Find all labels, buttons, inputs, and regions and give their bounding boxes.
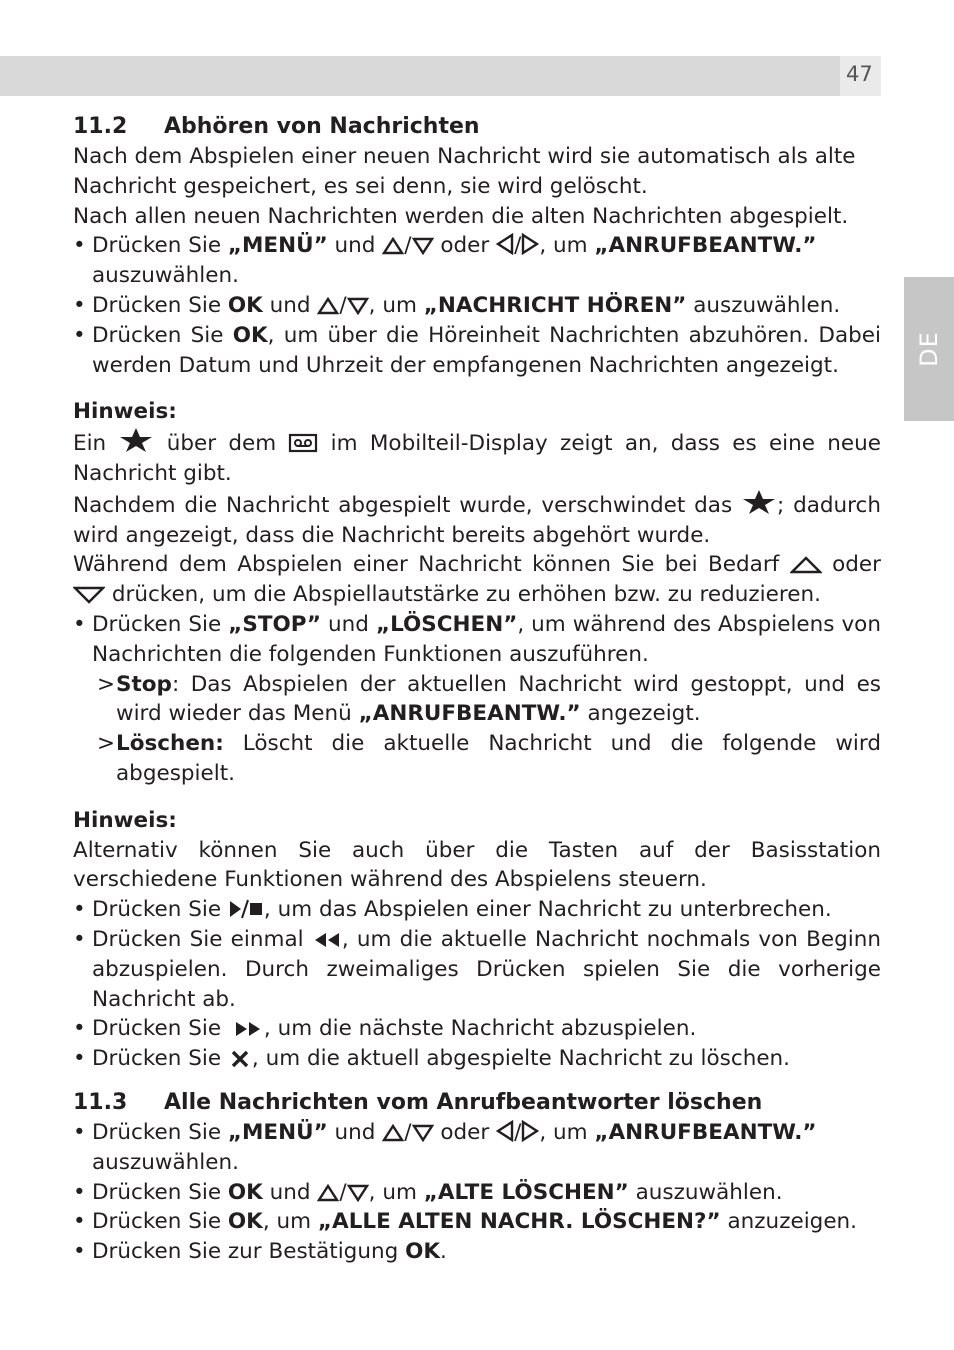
paragraph: Nach dem Abspielen einer neuen Nachricht wird sie automatisch als alte Nachricht gespeichert, es sei denn, sie wird gelöscht. — [73, 144, 856, 199]
right-triangle-icon — [521, 233, 539, 255]
list-item: • Drücken Sie „STOP” und „LÖSCHEN”, um während des Abspielens von Nachrichten die folgenden Funktionen auszuführen. — [73, 611, 881, 667]
paragraph: Während dem Abspielen einer Nachricht können Sie bei Bedarf oder drücken, um die Abspiellautstärke zu erhöhen bzw. zu reduzieren. — [73, 552, 881, 608]
cassette-icon — [288, 433, 318, 453]
bullet-dot: • — [73, 322, 86, 348]
bullet-dot: • — [73, 233, 86, 259]
list-item: • Drücken Sie zur Bestätigung OK. — [73, 1237, 881, 1267]
paragraph: Ein über dem im Mobilteil-Display zeigt an, dass es eine neue Nachricht gibt. — [73, 427, 881, 489]
right-triangle-icon — [521, 1120, 539, 1142]
down-triangle-icon — [347, 297, 369, 315]
section-number: 11.2 — [73, 114, 128, 139]
bullet-dot: • — [73, 1179, 86, 1205]
paragraph: Alternativ können Sie auch über die Tasten auf der Basisstation verschiedene Funktionen während des Abspielens steuern. — [73, 837, 881, 893]
bullet-dot: • — [73, 1119, 86, 1145]
left-triangle-icon — [496, 233, 514, 255]
bullet-dot: • — [73, 926, 86, 952]
paragraph: Nachdem die Nachricht abgespielt wurde, verschwindet das ; dadurch wird angezeigt, dass die Nachricht bereits abgehört wurde. — [73, 489, 881, 551]
page-content — [73, 112, 881, 1267]
up-triangle-icon — [317, 1184, 339, 1202]
section-title: Alle Nachrichten vom Anrufbeantworter löschen — [164, 1089, 763, 1115]
sub-marker: > — [97, 731, 116, 757]
list-item: • Drücken Sie OK, um über die Höreinheit Nachrichten abzuhören. Dabei werden Datum und Uhrzeit der empfangenen Nachrichten angezeigt. — [73, 322, 881, 378]
list-item: • Drücken Sie , um die aktuell abgespielte Nachricht zu löschen. — [73, 1044, 881, 1074]
star-icon — [118, 427, 154, 453]
list-item: • Drücken Sie „MENÜ” und / oder / , um „ANRUFBEANTW.” auszuwählen. — [73, 233, 817, 289]
sub-marker: > — [97, 671, 116, 697]
bullet-dot: • — [73, 1239, 86, 1265]
fast-forward-icon — [228, 1020, 264, 1038]
list-item: • Drücken Sie „MENÜ” und / oder / , um „ANRUFBEANTW.” auszuwählen. — [73, 1119, 817, 1175]
up-triangle-icon — [317, 297, 339, 315]
list-item: • Drücken Sie einmal , um die aktuelle Nachricht nochmals von Beginn abzuspielen. Durch zweimaliges Drücken spielen Sie die vorherige Nachricht ab. — [73, 926, 881, 1012]
play-stop-icon — [228, 899, 264, 919]
left-triangle-icon — [496, 1120, 514, 1142]
header-bar — [0, 56, 840, 96]
bullet-dot: • — [73, 1016, 86, 1042]
star-icon — [741, 489, 777, 515]
delete-x-icon — [228, 1050, 252, 1068]
bullet-dot: • — [73, 611, 86, 637]
page-number: 47 — [846, 62, 873, 86]
list-item: • Drücken Sie OK und / , um „ALTE LÖSCHEN” auszuwählen. — [73, 1178, 881, 1208]
up-triangle-icon — [382, 1124, 404, 1142]
note-title: Hinweis: — [73, 807, 177, 833]
sub-list-item: > Stop: Das Abspielen der aktuellen Nachricht wird gestoppt, und es wird wieder das Menü „ANRUFBEANTW.” angezeigt. — [97, 671, 881, 727]
down-triangle-icon — [347, 1184, 369, 1202]
sub-list-item: > Löschen: Löscht die aktuelle Nachricht und die folgende wird abgespielt. — [97, 731, 881, 786]
section-heading-11-3 — [73, 1088, 881, 1118]
section-number: 11.3 — [73, 1089, 128, 1115]
list-item: • Drücken Sie , um die nächste Nachricht abzuspielen. — [73, 1014, 881, 1044]
down-triangle-icon — [412, 237, 434, 255]
bullet-dot: • — [73, 1046, 86, 1072]
down-triangle-icon — [412, 1124, 434, 1142]
up-triangle-icon — [790, 556, 822, 574]
language-tab-label: DE — [915, 331, 943, 367]
rewind-icon — [312, 931, 342, 949]
list-item: • Drücken Sie , um das Abspielen einer Nachricht zu unterbrechen. — [73, 895, 881, 925]
bullet-dot: • — [73, 1209, 86, 1235]
list-item: • Drücken Sie OK und / , um „NACHRICHT HÖREN” auszuwählen. — [73, 291, 881, 321]
section-title: Abhören von Nachrichten — [164, 114, 480, 139]
note-title: Hinweis: — [73, 399, 177, 425]
down-triangle-icon — [73, 586, 105, 604]
paragraph: Nach allen neuen Nachrichten werden die alten Nachrichten abgespielt. — [73, 203, 849, 229]
section-heading-11-2 — [73, 112, 881, 142]
bullet-dot: • — [73, 292, 86, 318]
bullet-dot: • — [73, 897, 86, 923]
list-item: • Drücken Sie OK, um „ALLE ALTEN NACHR. LÖSCHEN?” anzuzeigen. — [73, 1207, 881, 1237]
up-triangle-icon — [382, 237, 404, 255]
